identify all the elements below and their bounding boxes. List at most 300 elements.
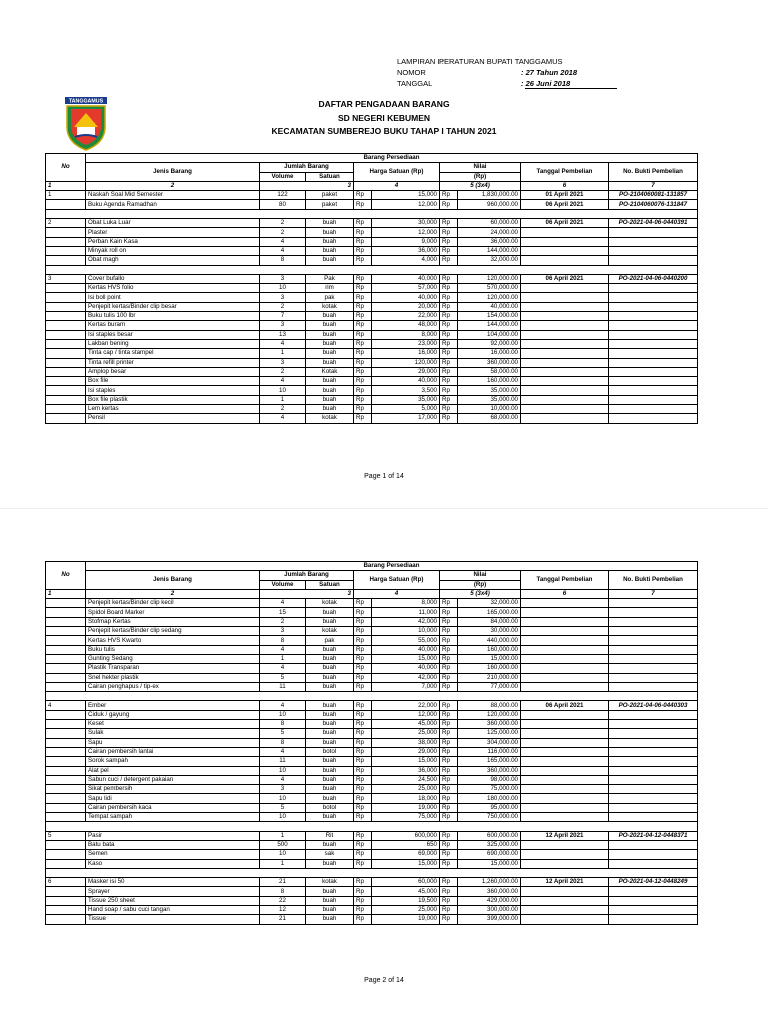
cell-harga: 29,000 (372, 747, 440, 756)
cell-no (46, 293, 86, 302)
cell-no (46, 349, 86, 358)
cell-bukti (609, 840, 698, 849)
cell-bukti (609, 794, 698, 803)
cell-harga: 69,000 (372, 850, 440, 859)
cell-vol: 11 (260, 682, 306, 691)
cell-jenis: Tinta refill printer (86, 358, 260, 367)
cell-rp1: Rp (354, 701, 372, 710)
cell-nilai: 32,000.00 (458, 599, 521, 608)
cell-rp2: Rp (440, 191, 458, 200)
cell-harga: 25,000 (372, 905, 440, 914)
cell-sat: buah (306, 219, 354, 228)
table-row (46, 850, 698, 859)
cell-tgl (521, 636, 609, 645)
cell-rp1: Rp (354, 878, 372, 887)
cell-rp1: Rp (354, 859, 372, 868)
lampiran-value: PERATURAN BUPATI TANGGAMUS (439, 57, 563, 66)
cell-nilai: 58,000.00 (458, 367, 521, 376)
cell-rp1: Rp (354, 608, 372, 617)
col-nilai-rp-header: (Rp) (440, 580, 521, 589)
cell-no: 1 (46, 191, 86, 200)
cell-rp2: Rp (440, 386, 458, 395)
cell-bukti (609, 405, 698, 414)
cell-vol: 4 (260, 599, 306, 608)
cell-jenis: Keset (86, 720, 260, 729)
col-satuan-header: Satuan (306, 580, 354, 589)
cell-tgl (521, 654, 609, 663)
cell-harga: 24,500 (372, 775, 440, 784)
cell-jenis: Kertas HVS Kwarto (86, 636, 260, 645)
cell-nilai: 40,000.00 (458, 302, 521, 311)
cell-rp1: Rp (354, 785, 372, 794)
cell-tgl (521, 803, 609, 812)
cell-jenis: Cairan pembersih kaca (86, 803, 260, 812)
cell-rp1: Rp (354, 654, 372, 663)
cell-bukti (609, 293, 698, 302)
cell-nilai: 210,000.00 (458, 673, 521, 682)
cell-vol: 8 (260, 256, 306, 265)
cell-no (46, 710, 86, 719)
cell-tgl (521, 729, 609, 738)
cell-sat: buah (306, 377, 354, 386)
cell-sat: buah (306, 312, 354, 321)
cell-tgl (521, 349, 609, 358)
cell-no (46, 386, 86, 395)
cell-bukti (609, 905, 698, 914)
cell-bukti: PO-2021-04-12-0448371 (609, 831, 698, 840)
cell-sat: buah (306, 256, 354, 265)
cell-jenis: Ciduk / gayung (86, 710, 260, 719)
cell-tgl (521, 887, 609, 896)
cell-tgl (521, 645, 609, 654)
cell-tgl (521, 302, 609, 311)
cell-bukti (609, 636, 698, 645)
cell-no (46, 302, 86, 311)
cell-no: 4 (46, 701, 86, 710)
table-row (46, 386, 698, 395)
cell-rp2: Rp (440, 377, 458, 386)
cell-tgl: 06 April 2021 (521, 200, 609, 209)
cell-bukti (609, 896, 698, 905)
cell-rp2: Rp (440, 339, 458, 348)
cell-harga: 15,000 (372, 654, 440, 663)
cell-rp2: Rp (440, 627, 458, 636)
cell-jenis: Naskah Soal Mid Semester (86, 191, 260, 200)
cell-rp2: Rp (440, 905, 458, 914)
cell-bukti (609, 850, 698, 859)
page-number-1: Page 1 of 14 (364, 473, 404, 480)
cell-harga: 650 (372, 840, 440, 849)
cell-harga: 40,000 (372, 664, 440, 673)
col-jumlah-header: Jumlah Barang (260, 163, 354, 172)
cell-rp1: Rp (354, 395, 372, 404)
cell-vol: 4 (260, 237, 306, 246)
cell-nilai: 160,000.00 (458, 377, 521, 386)
table-row (46, 200, 698, 209)
col-number-3: 3 (260, 589, 354, 598)
spacer-cell (46, 822, 698, 831)
cell-no (46, 321, 86, 330)
cell-rp1: Rp (354, 664, 372, 673)
cell-tgl (521, 284, 609, 293)
cell-rp1: Rp (354, 850, 372, 859)
cell-sat: buah (306, 729, 354, 738)
cell-sat: buah (306, 405, 354, 414)
cell-bukti (609, 284, 698, 293)
cell-harga: 18,000 (372, 794, 440, 803)
cell-harga: 4,000 (372, 256, 440, 265)
table-row (46, 747, 698, 756)
cell-bukti (609, 654, 698, 663)
cell-nilai: 120,000.00 (458, 274, 521, 283)
cell-vol: 8 (260, 720, 306, 729)
cell-nilai: 690,000.00 (458, 850, 521, 859)
cell-harga: 16,000 (372, 349, 440, 358)
cell-jenis: Alat pel (86, 766, 260, 775)
cell-jenis: Plaster (86, 228, 260, 237)
cell-rp2: Rp (440, 414, 458, 423)
tanggal-label: TANGGAL (397, 79, 433, 88)
cell-vol: 8 (260, 738, 306, 747)
cell-rp1: Rp (354, 219, 372, 228)
table-row (46, 339, 698, 348)
cell-rp2: Rp (440, 896, 458, 905)
cell-tgl (521, 608, 609, 617)
table-row (46, 191, 698, 200)
cell-vol: 13 (260, 330, 306, 339)
cell-tgl (521, 256, 609, 265)
cell-no (46, 673, 86, 682)
cell-rp2: Rp (440, 321, 458, 330)
cell-jenis: Box file plastik (86, 395, 260, 404)
col-bukti-header: No. Bukti Pembelian (609, 163, 698, 182)
cell-sat: botol (306, 747, 354, 756)
cell-sat: buah (306, 785, 354, 794)
cell-tgl (521, 896, 609, 905)
cell-harga: 75,000 (372, 813, 440, 822)
table-body-page-2 (46, 599, 698, 924)
cell-bukti: PO-2104060076-131847 (609, 200, 698, 209)
cell-rp1: Rp (354, 915, 372, 924)
cell-tgl (521, 859, 609, 868)
cell-rp2: Rp (440, 274, 458, 283)
cell-tgl (521, 293, 609, 302)
cell-bukti (609, 237, 698, 246)
cell-sat: kotak (306, 414, 354, 423)
cell-no (46, 246, 86, 255)
cell-jenis: Perban Kain Kasa (86, 237, 260, 246)
cell-vol: 4 (260, 747, 306, 756)
cell-no (46, 766, 86, 775)
cell-tgl (521, 414, 609, 423)
cell-sat: rim (306, 284, 354, 293)
cell-vol: 1 (260, 395, 306, 404)
table-row (46, 293, 698, 302)
cell-vol: 4 (260, 664, 306, 673)
cell-rp1: Rp (354, 228, 372, 237)
cell-no (46, 645, 86, 654)
cell-tgl (521, 339, 609, 348)
cell-vol: 11 (260, 757, 306, 766)
cell-harga: 23,000 (372, 339, 440, 348)
cell-harga: 15,000 (372, 191, 440, 200)
cell-nilai: 15,000.00 (458, 859, 521, 868)
cell-tgl (521, 757, 609, 766)
table-row (46, 256, 698, 265)
cell-rp1: Rp (354, 339, 372, 348)
cell-bukti (609, 720, 698, 729)
cell-vol: 3 (260, 274, 306, 283)
cell-rp2: Rp (440, 803, 458, 812)
cell-vol: 10 (260, 386, 306, 395)
cell-nilai: 88,000.00 (458, 701, 521, 710)
cell-rp2: Rp (440, 405, 458, 414)
cell-harga: 8,000 (372, 599, 440, 608)
cell-harga: 600,000 (372, 831, 440, 840)
col-number-4: 4 (354, 589, 440, 598)
cell-nilai: 165,000.00 (458, 608, 521, 617)
cell-bukti (609, 915, 698, 924)
cell-rp2: Rp (440, 636, 458, 645)
title-line-2: SD NEGERI KEBUMEN (337, 112, 431, 123)
cell-harga: 10,000 (372, 627, 440, 636)
cell-tgl (521, 850, 609, 859)
cell-rp1: Rp (354, 645, 372, 654)
cell-vol: 1 (260, 831, 306, 840)
cell-nilai: 600,000.00 (458, 831, 521, 840)
table-row (46, 246, 698, 255)
cell-harga: 5,000 (372, 405, 440, 414)
cell-vol: 5 (260, 803, 306, 812)
cell-nilai: 60,000.00 (458, 219, 521, 228)
table-row (46, 312, 698, 321)
cell-harga: 29,000 (372, 367, 440, 376)
cell-bukti (609, 330, 698, 339)
cell-sat: buah (306, 237, 354, 246)
table-row (46, 673, 698, 682)
cell-sat: buah (306, 757, 354, 766)
table-row (46, 701, 698, 710)
cell-no (46, 887, 86, 896)
title-line-3: KECAMATAN SUMBEREJO BUKU TAHAP I TAHUN 2021 (271, 126, 497, 136)
cell-bukti (609, 766, 698, 775)
cell-rp2: Rp (440, 654, 458, 663)
col-nilai-header: Nilai (440, 571, 521, 580)
table-row (46, 785, 698, 794)
cell-tgl (521, 673, 609, 682)
cell-rp2: Rp (440, 915, 458, 924)
cell-sat: buah (306, 840, 354, 849)
cell-rp1: Rp (354, 274, 372, 283)
cell-rp2: Rp (440, 312, 458, 321)
cell-rp1: Rp (354, 673, 372, 682)
cell-no (46, 599, 86, 608)
col-harga-header: Harga Satuan (Rp) (354, 571, 440, 590)
col-tanggal-header: Tanggal Pembelian (521, 571, 609, 590)
cell-vol: 3 (260, 293, 306, 302)
cell-tgl (521, 627, 609, 636)
cell-nilai: 300,000.00 (458, 905, 521, 914)
cell-nilai: 120,000.00 (458, 293, 521, 302)
table-row (46, 617, 698, 626)
cell-rp2: Rp (440, 710, 458, 719)
cell-no (46, 720, 86, 729)
cell-jenis: Ember (86, 701, 260, 710)
cell-nilai: 325,000.00 (458, 840, 521, 849)
cell-rp2: Rp (440, 673, 458, 682)
cell-harga: 38,000 (372, 738, 440, 747)
cell-vol: 2 (260, 228, 306, 237)
cell-tgl (521, 246, 609, 255)
cell-bukti: PO-2021-04-06-0440303 (609, 701, 698, 710)
cell-harga: 19,000 (372, 803, 440, 812)
cell-harga: 9,000 (372, 237, 440, 246)
cell-jenis: Semen (86, 850, 260, 859)
cell-no (46, 339, 86, 348)
table-row (46, 813, 698, 822)
cell-rp2: Rp (440, 256, 458, 265)
cell-harga: 40,000 (372, 377, 440, 386)
cell-rp2: Rp (440, 349, 458, 358)
cell-sat: buah (306, 701, 354, 710)
table-row (46, 627, 698, 636)
cell-jenis: Cairan penghapus / tip-ex (86, 682, 260, 691)
cell-vol: 10 (260, 710, 306, 719)
cell-sat: kotak (306, 599, 354, 608)
cell-tgl (521, 766, 609, 775)
table-row (46, 608, 698, 617)
cell-sat: buah (306, 339, 354, 348)
table-row (46, 710, 698, 719)
cell-sat: paket (306, 191, 354, 200)
cell-nilai: 440,000.00 (458, 636, 521, 645)
cell-harga: 25,000 (372, 785, 440, 794)
cell-no (46, 682, 86, 691)
table-row (46, 654, 698, 663)
col-number-6: 6 (521, 181, 609, 190)
cell-nilai: 750,000.00 (458, 813, 521, 822)
cell-rp2: Rp (440, 766, 458, 775)
cell-jenis: Lem kertas (86, 405, 260, 414)
cell-nilai: 125,000.00 (458, 729, 521, 738)
cell-harga: 17,000 (372, 414, 440, 423)
cell-nilai: 77,000.00 (458, 682, 521, 691)
cell-harga: 120,000 (372, 358, 440, 367)
cell-nilai: 1,830,000.00 (458, 191, 521, 200)
cell-vol: 21 (260, 878, 306, 887)
document-page-2 (0, 508, 768, 1025)
cell-bukti (609, 747, 698, 756)
cell-sat: buah (306, 608, 354, 617)
cell-bukti (609, 358, 698, 367)
cell-jenis: Buku tulis (86, 645, 260, 654)
table-row (46, 284, 698, 293)
cell-bukti (609, 682, 698, 691)
document-page-1 (0, 0, 768, 500)
cell-rp1: Rp (354, 905, 372, 914)
col-number-2: 2 (86, 589, 260, 598)
cell-tgl (521, 710, 609, 719)
cell-vol: 3 (260, 785, 306, 794)
col-volume-header: Volume (260, 172, 306, 181)
table-row (46, 599, 698, 608)
cell-bukti (609, 349, 698, 358)
cell-no: 2 (46, 219, 86, 228)
cell-tgl: 06 April 2021 (521, 219, 609, 228)
cell-jenis: Gunting Sedang (86, 654, 260, 663)
cell-sat: buah (306, 720, 354, 729)
cell-bukti (609, 673, 698, 682)
cell-rp2: Rp (440, 859, 458, 868)
cell-tgl (521, 682, 609, 691)
cell-no (46, 813, 86, 822)
cell-nilai: 92,000.00 (458, 339, 521, 348)
cell-tgl (521, 617, 609, 626)
cell-bukti: PO-2021-04-06-0440391 (609, 219, 698, 228)
cell-nilai: 36,000.00 (458, 237, 521, 246)
cell-sat: buah (306, 358, 354, 367)
cell-vol: 1 (260, 349, 306, 358)
cell-sat: buah (306, 228, 354, 237)
cell-sat: buah (306, 775, 354, 784)
cell-harga: 42,000 (372, 673, 440, 682)
cell-vol: 500 (260, 840, 306, 849)
cell-sat: sak (306, 850, 354, 859)
cell-nilai: 360,000.00 (458, 720, 521, 729)
cell-no (46, 627, 86, 636)
cell-jenis: Amplop besar (86, 367, 260, 376)
cell-no (46, 905, 86, 914)
table-row (46, 664, 698, 673)
table-row (46, 794, 698, 803)
cell-bukti (609, 627, 698, 636)
cell-rp1: Rp (354, 627, 372, 636)
cell-harga: 8,000 (372, 330, 440, 339)
cell-rp2: Rp (440, 887, 458, 896)
cell-tgl (521, 840, 609, 849)
cell-harga: 12,000 (372, 710, 440, 719)
cell-vol: 22 (260, 896, 306, 905)
cell-no (46, 617, 86, 626)
spacer-cell (46, 692, 698, 701)
cell-jenis: Isi staples besar (86, 330, 260, 339)
cell-bukti (609, 608, 698, 617)
cell-vol: 3 (260, 358, 306, 367)
cell-rp1: Rp (354, 377, 372, 386)
cell-jenis: Penjepit kertas/Binder clip sedang (86, 627, 260, 636)
table-row (46, 349, 698, 358)
cell-harga: 19,500 (372, 896, 440, 905)
cell-sat: buah (306, 887, 354, 896)
table-row (46, 274, 698, 283)
cell-rp2: Rp (440, 775, 458, 784)
table-row (46, 358, 698, 367)
cell-vol: 3 (260, 321, 306, 330)
table-row (46, 330, 698, 339)
cell-bukti (609, 339, 698, 348)
cell-jenis: Pensil (86, 414, 260, 423)
cell-vol: 4 (260, 414, 306, 423)
cell-bukti (609, 256, 698, 265)
cell-no (46, 367, 86, 376)
cell-tgl (521, 405, 609, 414)
table-row (46, 377, 698, 386)
cell-nilai: 15,000.00 (458, 654, 521, 663)
cell-rp2: Rp (440, 729, 458, 738)
nomor-label: NOMOR (397, 68, 426, 77)
table-spacer-row (46, 265, 698, 274)
col-harga-header: Harga Satuan (Rp) (354, 163, 440, 182)
